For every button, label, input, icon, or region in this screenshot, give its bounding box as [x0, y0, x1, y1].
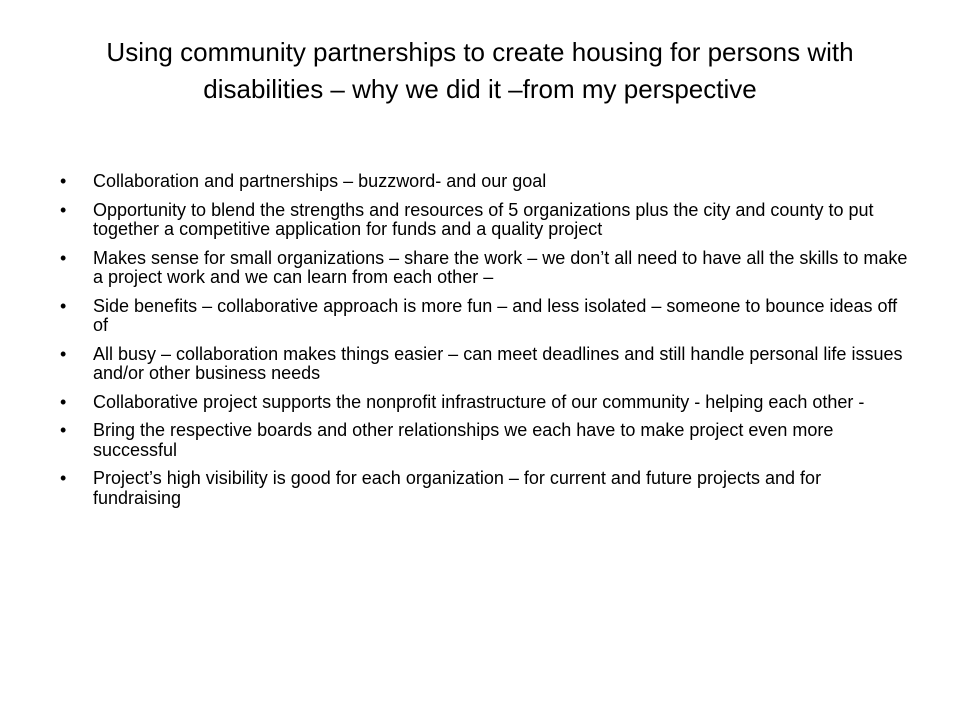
bullet-text: Bring the respective boards and other relationships we each have to make project even more successful [93, 420, 834, 460]
bullet-item [60, 297, 910, 336]
bullet-text: Project’s high visibility is good for each organization – for current and future projects and for fundraising [93, 468, 822, 508]
bullet-marker: • [60, 295, 67, 316]
slide-title: Using community partnerships to create housing for persons with disabilities – why we did it –from my perspective [106, 37, 854, 104]
bullet-item [60, 393, 910, 413]
bullet-text: Makes sense for small organizations – share the work – we don’t all need to have all the skills to make a project work and we can learn from each other – [93, 247, 908, 287]
bullet-text: Collaboration and partnerships – buzzword- and our goal [93, 171, 547, 191]
bullet-item [60, 421, 910, 460]
bullet-item [60, 172, 910, 192]
bullet-marker: • [60, 171, 67, 191]
bullet-marker: • [60, 420, 67, 440]
bullet-item [60, 345, 910, 384]
bullet-text: Opportunity to blend the strengths and resources of 5 organizations plus the city and county to put together a competitive application for funds and a quality project [93, 199, 874, 239]
bullet-marker: • [60, 343, 67, 364]
bullet-marker: • [60, 247, 67, 268]
bullet-marker: • [60, 468, 67, 488]
bullet-text: All busy – collaboration makes things easier – can meet deadlines and still handle personal life issues and/or other business needs [93, 343, 903, 383]
bullet-marker: • [60, 391, 67, 412]
bullet-list [60, 172, 910, 517]
bullet-item [60, 201, 910, 240]
bullet-item [60, 469, 910, 508]
bullet-text: Side benefits – collaborative approach is more fun – and less isolated – someone to bounce ideas off of [93, 295, 898, 335]
bullet-marker: • [60, 199, 67, 220]
bullet-text: Collaborative project supports the nonprofit infrastructure of our community - helping each other - [93, 391, 865, 412]
bullet-item [60, 249, 910, 288]
